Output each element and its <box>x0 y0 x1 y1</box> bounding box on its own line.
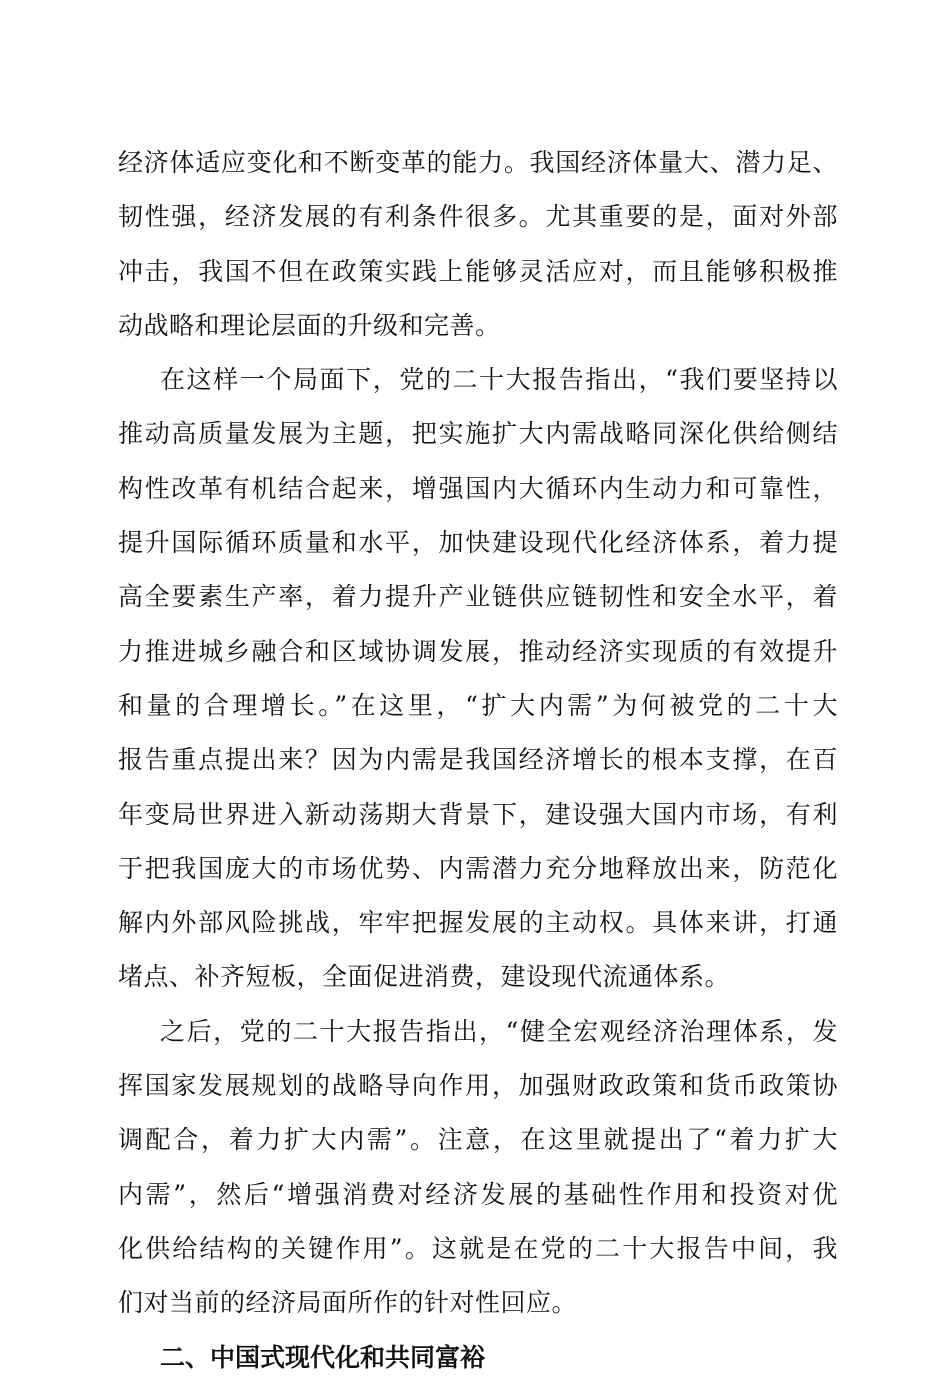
text-line: 提升国际循环质量和水平，加快建设现代化经济体系，着力提 <box>118 528 838 558</box>
text-line: 力推进城乡融合和区域协调发展，推动经济实现质的有效提升 <box>118 636 838 666</box>
text-line: 解内外部风险挑战，牢牢把握发展的主动权。具体来讲，打通 <box>118 908 838 938</box>
document-body <box>118 136 838 1385</box>
text-line: 们对当前的经济局面所作的针对性回应。 <box>118 1288 578 1318</box>
text-line: 动战略和理论层面的升级和完善。 <box>118 310 501 340</box>
text-line: 冲击，我国不但在政策实践上能够灵活应对，而且能够积极推 <box>118 256 838 286</box>
text-line: 推动高质量发展为主题，把实施扩大内需战略同深化供给侧结 <box>118 419 838 449</box>
text-line: 和量的合理增长。”在这里，“扩大内需”为何被党的二十大 <box>118 690 838 720</box>
text-line: 报告重点提出来？因为内需是我国经济增长的根本支撑，在百 <box>118 745 838 775</box>
text-line: 调配合，着力扩大内需”。注意，在这里就提出了“着力扩大 <box>118 1125 838 1155</box>
text-line: 构性改革有机结合起来，增强国内大循环内生动力和可靠性， <box>118 473 838 503</box>
text-line: 之后，党的二十大报告指出，“健全宏观经济治理体系，发 <box>160 1016 838 1046</box>
text-line: 化供给结构的关键作用”。这就是在党的二十大报告中间，我 <box>118 1233 838 1263</box>
paragraph-1 <box>118 136 838 353</box>
text-line: 堵点、补齐短板，全面促进消费，建设现代流通体系。 <box>118 962 731 992</box>
paragraph-3 <box>118 1005 838 1331</box>
text-line: 挥国家发展规划的战略导向作用，加强财政政策和货币政策协 <box>118 1071 838 1101</box>
text-line: 年变局世界进入新动荡期大背景下，建设强大国内市场，有利 <box>118 799 838 829</box>
section-heading: 二、中国式现代化和共同富裕 <box>160 1342 486 1372</box>
text-line: 经济体适应变化和不断变革的能力。我国经济体量大、潜力足、 <box>118 148 838 177</box>
text-line: 在这样一个局面下，党的二十大报告指出，“我们要坚持以 <box>160 365 838 395</box>
text-line: 韧性强，经济发展的有利条件很多。尤其重要的是，面对外部 <box>118 202 838 232</box>
text-line: 于把我国庞大的市场优势、内需潜力充分地释放出来，防范化 <box>118 853 838 883</box>
text-line: 内需”，然后“增强消费对经济发展的基础性作用和投资对优 <box>118 1179 838 1209</box>
text-line: 高全要素生产率，着力提升产业链供应链韧性和安全水平，着 <box>118 582 838 612</box>
paragraph-2 <box>118 353 838 1005</box>
